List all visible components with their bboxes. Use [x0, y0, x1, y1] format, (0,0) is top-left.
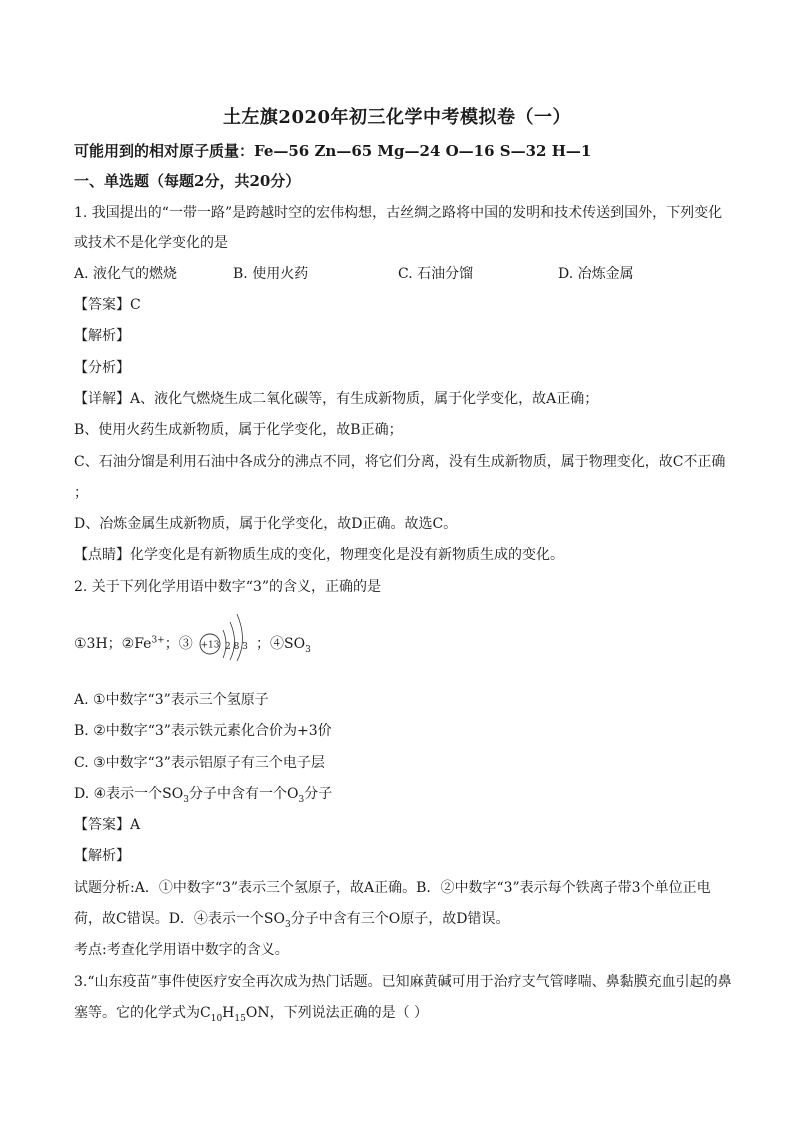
- q2-option-a: A. ①中数字“3”表示三个氢原子: [74, 692, 269, 708]
- q2-option-d-part-3: 分子: [304, 786, 333, 802]
- q2-formula-line: [74, 634, 193, 654]
- q2-kaodian: 考点:考查化学用语中数字的含义。: [74, 942, 289, 958]
- q2-option-d-sub-2: 3: [298, 794, 305, 805]
- q2-formula-4-sub: 3: [305, 644, 311, 655]
- q2-jiexi-label: 【解析】: [74, 848, 130, 864]
- q1-detail-line-3: C、石油分馏是利用石油中各成分的沸点不同，将它们分离，没有生成新物质，属于物理变化，故C不正确: [74, 454, 726, 470]
- q2-answer: 【答案】A: [74, 817, 141, 833]
- q1-detail-line-1: 【详解】A、液化气燃烧生成二氧化碳等，有生成新物质，属于化学变化，故A正确；: [74, 391, 599, 407]
- q3-stem-2-part-1: 塞等。它的化学式为C: [74, 1005, 211, 1021]
- q2-option-d: [74, 784, 332, 804]
- q2-option-c: C. ③中数字“3”表示铝原子有三个电子层: [74, 755, 325, 771]
- q2-stem: 2. 关于下列化学用语中数字“3”的含义，正确的是: [74, 579, 382, 595]
- q3-stem-line-1: 3.“山东疫苗”事件使医疗安全再次成为热门话题。已知麻黄碱可用于治疗支气管哮喘、鼻黏膜充血引起的鼻: [74, 974, 732, 990]
- q2-option-b: B. ②中数字“3”表示铁元素化合价为+3价: [74, 723, 332, 739]
- q2-analysis-line-1: 试题分析:A．①中数字“3”表示三个氢原子，故A正确。B．②中数字“3”表示每个铁离子带3个单位正电: [74, 880, 711, 896]
- q3-stem-line-2: [74, 1003, 428, 1023]
- q1-dianjing: 【点睛】化学变化是有新物质生成的变化，物理变化是没有新物质生成的变化。: [74, 547, 564, 563]
- q2-option-d-part-1: D. ④表示一个SO: [74, 786, 184, 802]
- q1-fenxi-label: 【分析】: [74, 360, 130, 376]
- q2-formula-1-end: ；③: [164, 636, 193, 652]
- q3-stem-2-sub-1: 10: [210, 1013, 223, 1024]
- q2-option-d-sub-1: 3: [183, 794, 189, 805]
- q2-analysis-2-part-2: 分子中含有三个O原子，故D错误。: [290, 911, 510, 927]
- page-title: 土左旗2020年初三化学中考模拟卷（一）: [222, 107, 572, 128]
- q1-option-c: C. 石油分馏: [398, 266, 474, 282]
- q1-detail-line-2: B、使用火药生成新物质，属于化学变化，故B正确；: [74, 422, 403, 438]
- q2-formula-4: [256, 634, 311, 654]
- q1-stem-line-2: 或技术不是化学变化的是: [74, 235, 228, 251]
- q3-stem-2-part-3: ON，下列说法正确的是（ ）: [245, 1005, 429, 1021]
- q1-stem-line-1: 1. 我国提出的“一带一路”是跨越时空的宏伟构想，古丝绸之路将中国的发明和技术传送到国外，下列变化: [74, 205, 723, 221]
- atomic-masses-line: 可能用到的相对原子质量：Fe—56 Zn—65 Mg—24 O—16 S—32 H—1: [74, 142, 592, 160]
- q1-option-b: B. 使用火药: [233, 266, 309, 282]
- q2-formula-1-charge: 3+: [151, 635, 165, 646]
- q2-analysis-2-part-1: 荷，故C错误。D．④表示一个SO: [74, 911, 286, 927]
- q2-formula-4-text: ；④SO: [256, 636, 306, 652]
- q2-formula-1: ①3H；②Fe: [74, 636, 152, 652]
- q1-answer: 【答案】C: [74, 297, 141, 313]
- q1-detail-line-3b: ；: [74, 485, 88, 501]
- q2-analysis-2-sub: 3: [285, 919, 291, 930]
- section-heading: 一、单选题（每题2分，共20分）: [74, 172, 301, 190]
- atom-shells-label: 2 8 3: [225, 642, 248, 652]
- q2-option-d-part-2: 分子中含有一个O: [188, 786, 299, 802]
- q2-analysis-line-2: [74, 909, 509, 929]
- atom-nucleus-label: +13: [200, 640, 220, 651]
- q3-stem-2-sub-2: 15: [234, 1013, 246, 1024]
- q1-option-d: D. 冶炼金属: [558, 266, 634, 282]
- q1-detail-line-4: D、冶炼金属生成新物质，属于化学变化，故D正确。故选C。: [74, 516, 458, 532]
- aluminum-atom-diagram-icon: [196, 610, 256, 662]
- q1-jiexi-label: 【解析】: [74, 328, 130, 344]
- q1-option-a: A. 液化气的燃烧: [74, 266, 178, 282]
- q3-stem-2-part-2: H: [222, 1005, 235, 1021]
